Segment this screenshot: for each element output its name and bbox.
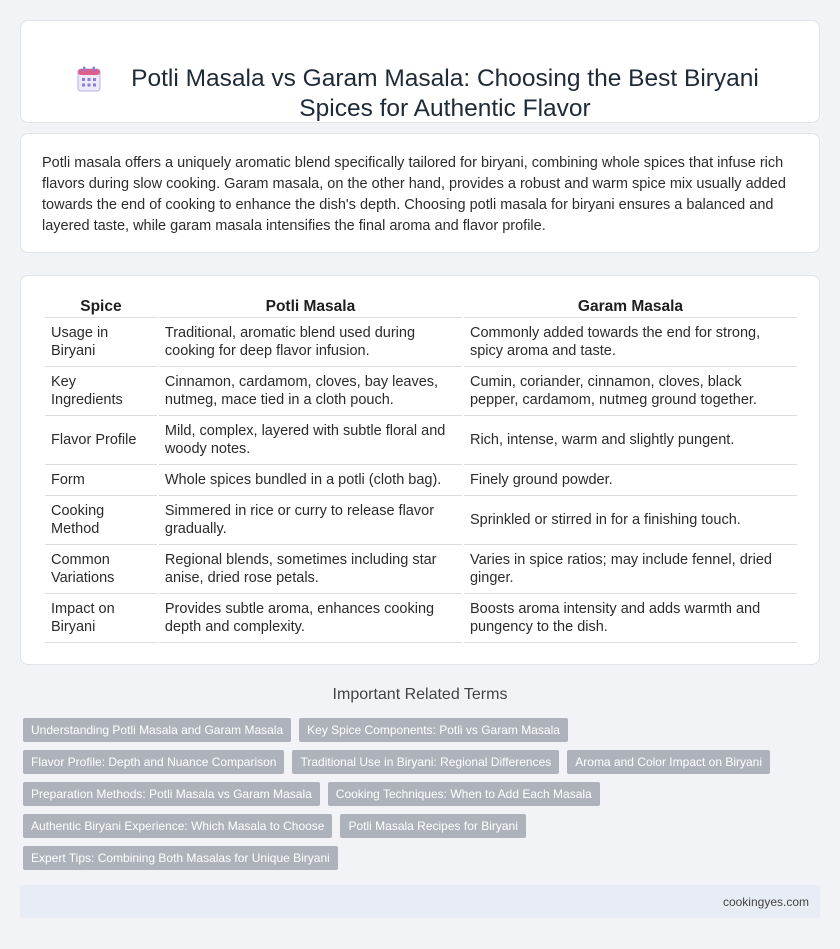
table-row xyxy=(45,465,797,496)
garam-cell: Cumin, coriander, cinnamon, cloves, black pepper, cardamom, nutmeg ground together. xyxy=(464,367,797,416)
table-header-row xyxy=(45,296,797,318)
table-row xyxy=(45,545,797,594)
row-label: Key Ingredients xyxy=(45,367,157,416)
potli-cell: Whole spices bundled in a potli (cloth bag). xyxy=(159,465,462,496)
related-terms-heading: Important Related Terms xyxy=(332,686,508,703)
garam-cell: Sprinkled or stirred in for a finishing touch. xyxy=(464,496,797,545)
related-term-tag[interactable]: Cooking Techniques: When to Add Each Masala xyxy=(328,782,600,806)
header-spice: Spice xyxy=(45,296,157,318)
table-row xyxy=(45,367,797,416)
related-term-tag[interactable]: Key Spice Components: Potli vs Garam Masala xyxy=(299,718,568,742)
table-row xyxy=(45,318,797,367)
comparison-table xyxy=(43,296,799,643)
potli-cell: Mild, complex, layered with subtle floral and woody notes. xyxy=(159,416,462,465)
row-label: Flavor Profile xyxy=(45,416,157,465)
row-label: Impact on Biryani xyxy=(45,594,157,643)
related-terms-list xyxy=(23,718,783,870)
garam-cell: Varies in spice ratios; may include fennel, dried ginger. xyxy=(464,545,797,594)
row-label: Usage in Biryani xyxy=(45,318,157,367)
potli-cell: Cinnamon, cardamom, cloves, bay leaves, nutmeg, mace tied in a cloth pouch. xyxy=(159,367,462,416)
potli-cell: Traditional, aromatic blend used during cooking for deep flavor infusion. xyxy=(159,318,462,367)
header-garam-masala: Garam Masala xyxy=(464,296,797,318)
related-term-tag[interactable]: Understanding Potli Masala and Garam Masala xyxy=(23,718,291,742)
footer-site-link[interactable]: cookingyes.com xyxy=(722,895,809,909)
related-term-tag[interactable]: Potli Masala Recipes for Biryani xyxy=(340,814,525,838)
related-term-tag[interactable]: Aroma and Color Impact on Biryani xyxy=(567,750,770,774)
related-term-tag[interactable]: Preparation Methods: Potli Masala vs Garam Masala xyxy=(23,782,320,806)
table-row xyxy=(45,416,797,465)
intro-paragraph: Potli masala offers a uniquely aromatic blend specifically tailored for biryani, combining whole spices that infuse rich flavors during slow cooking. Garam masala, on the other hand, provides a robust and warm spice mix usually added towards the end of cooking to enhance the dish's depth. Choosing potli masala for biryani ensures a balanced and layered taste, while garam masala intensifies the final aroma and flavor profile. xyxy=(42,155,786,234)
potli-cell: Regional blends, sometimes including star anise, dried rose petals. xyxy=(159,545,462,594)
table-row xyxy=(45,496,797,545)
header-potli-masala: Potli Masala xyxy=(159,296,462,318)
page-title: Potli Masala vs Garam Masala: Choosing the Best Biryani Spices for Authentic Flavor xyxy=(131,65,759,122)
garam-cell: Commonly added towards the end for strong, spicy aroma and taste. xyxy=(464,318,797,367)
row-label: Cooking Method xyxy=(45,496,157,545)
intro-card xyxy=(20,133,820,253)
related-term-tag[interactable]: Expert Tips: Combining Both Masalas for Unique Biryani xyxy=(23,846,338,870)
row-label: Form xyxy=(45,465,157,496)
related-term-tag[interactable]: Authentic Biryani Experience: Which Masala to Choose xyxy=(23,814,332,838)
table-row xyxy=(45,594,797,643)
potli-cell: Simmered in rice or curry to release flavor gradually. xyxy=(159,496,462,545)
related-term-tag[interactable]: Flavor Profile: Depth and Nuance Comparison xyxy=(23,750,284,774)
footer xyxy=(20,885,820,918)
garam-cell: Rich, intense, warm and slightly pungent. xyxy=(464,416,797,465)
garam-cell: Boosts aroma intensity and adds warmth and pungency to the dish. xyxy=(464,594,797,643)
related-term-tag[interactable]: Traditional Use in Biryani: Regional Differences xyxy=(292,750,559,774)
comparison-table-card xyxy=(20,275,820,665)
title-card xyxy=(20,20,820,123)
row-label: Common Variations xyxy=(45,545,157,594)
potli-cell: Provides subtle aroma, enhances cooking depth and complexity. xyxy=(159,594,462,643)
garam-cell: Finely ground powder. xyxy=(464,465,797,496)
